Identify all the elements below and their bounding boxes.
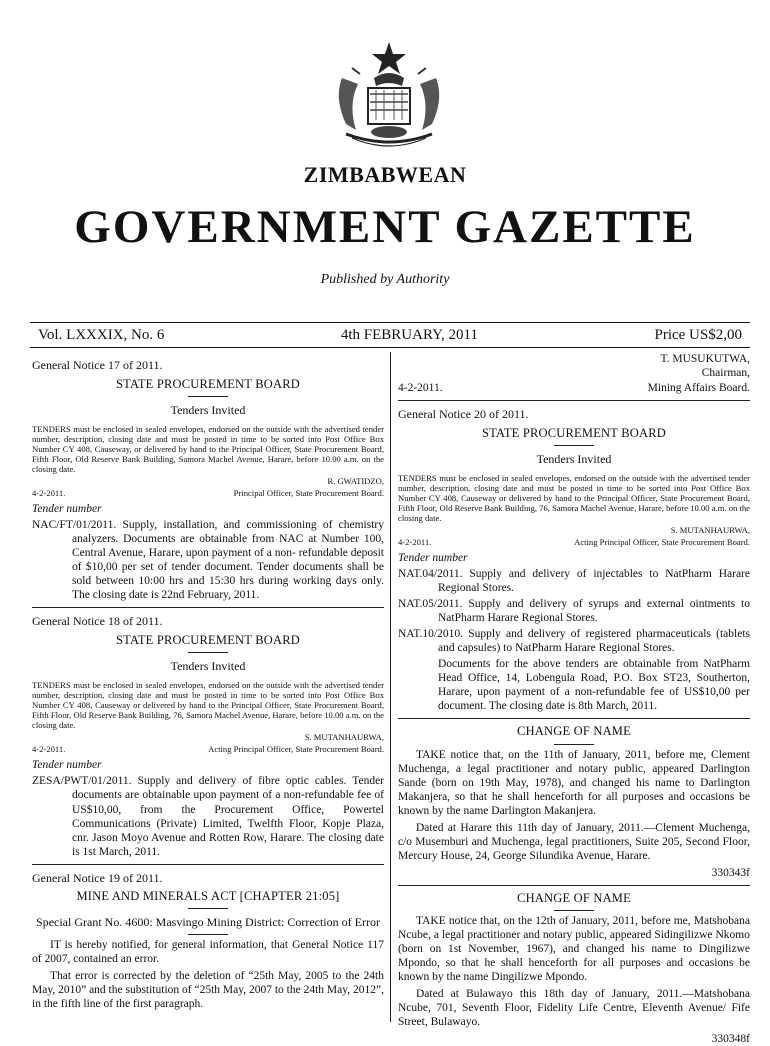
notice-19: [32, 871, 384, 1012]
reference-code: 330343f: [711, 866, 750, 879]
divider: [554, 445, 594, 446]
divider: [554, 744, 594, 745]
signature-line: [32, 744, 384, 754]
notice-heading: CHANGE OF NAME: [517, 890, 631, 905]
notice-17: [32, 358, 384, 602]
tender-documents-info: Documents for the above tenders are obtainable from NatPharm Head Office, 14, Lobengula Road, P.O. Box ST23, Southerton, Harare, upon payment of a non-refundable fee of US$10,00 per document. The closing date is 8th March, 2011.: [438, 658, 750, 713]
divider: [398, 400, 750, 401]
tender-item: NAC/FT/01/2011. Supply, installation, and commissioning of chemistry analyzers. Documents are obtainable from NAC at Number 100, Central Avenue, Harare, upon payment of a non- refundable deposit of $10,00 per set of tender document. Tender documents shall be sold between 10:00 hrs and 15:30 hrs during working days only. The closing date is 22nd February, 2011.: [32, 519, 384, 602]
left-column: [32, 352, 384, 1014]
tender-number-label: Tender number: [32, 759, 102, 772]
column-divider: [390, 352, 391, 1022]
authority-line: Published by Authority: [320, 272, 450, 287]
tender-instructions: TENDERS must be enclosed in sealed envelopes, endorsed on the outside with the advertised tender number, description, closing date and must be posted in time to be sorted into Post Office Box Number CY 408, Causeway or delivered by hand to the Principal Officer, State Procurement Board, Fifth Floor, Old Reserve Bank Building, 76, Samora Machel Avenue, Harare, before 10.00 a.m. on the closing date.: [398, 472, 750, 524]
divider: [398, 718, 750, 719]
notice-subheading: Tenders Invited: [536, 451, 612, 466]
board-name: Mining Affairs Board.: [647, 382, 750, 395]
signatory: T. MUSUKUTWA,: [660, 353, 750, 365]
notice-paragraph: TAKE notice that, on the 11th of January, 2011, before me, Clement Muchenga, a legal practitioner and notary public, appeared Darlington Sande (born on 19th May, 1978), and changed his name to Darlington Makanjera, so that he shall henceforth for all purposes and occasions be known by the name Darlington Makanjera.: [398, 748, 750, 817]
notice-subheading: Tenders Invited: [170, 659, 246, 674]
notice-heading: CHANGE OF NAME: [517, 724, 631, 739]
notice-number: General Notice 18 of 2011.: [32, 614, 163, 629]
notice-subheading: Special Grant No. 4600: Masvingo Mining District: Correction of Error: [36, 915, 380, 930]
notice-date: 4-2-2011.: [398, 536, 432, 547]
notice-number: General Notice 20 of 2011.: [398, 407, 529, 422]
tender-item: NAT.04/2011. Supply and delivery of injectables to NatPharm Harare Regional Stores.: [398, 568, 750, 595]
notice-heading: STATE PROCUREMENT BOARD: [116, 632, 300, 647]
country-name: ZIMBABWEAN: [303, 162, 467, 187]
tender-item: NAT.05/2011. Supply and delivery of syrups and external ointments to NatPharm Harare Regional Stores.: [398, 598, 750, 625]
tender-instructions: TENDERS must be enclosed in sealed envelopes, endorsed on the outside with the advertised tender number, description, closing date and must be posted in time to be sorted into Post Office Box Number CY 408, Causeway or delivered by hand to the Principal Officer, State Procurement Board, Fifth Floor, Old Reserve Bank Building, 76, Samora Machel Avenue, Harare, before 10.00 a.m. on the closing date.: [32, 679, 384, 731]
notice-heading: STATE PROCUREMENT BOARD: [116, 376, 300, 391]
issue-price: Price US$2,00: [654, 326, 742, 343]
tender-instructions: TENDERS must be enclosed in sealed envelopes, endorsed on the outside with the advertised tender number, description, closing date and must be posted in time to be sorted into Post Office Box Number CY 408, Causeway, or delivered by hand to the Principal Officer, State Procurement Board, Fifth Floor, Old Reserve Bank Building, Samora Machel Avenue, Harare, before 10.00 a.m. on the closing date.: [32, 423, 384, 475]
notice-date: 4-2-2011.: [32, 487, 66, 498]
signatory: R. GWATIDZO,: [327, 476, 384, 487]
notice-subheading: Tenders Invited: [170, 402, 246, 417]
signature-line: [32, 488, 384, 498]
signatory-position: Principal Officer, State Procurement Board.: [233, 487, 384, 498]
right-column: [398, 352, 750, 1046]
volume-number: Vol. LXXXIX, No. 6: [38, 326, 165, 343]
notice-paragraph: IT is hereby notified, for general information, that General Notice 117 of 2007, contained an error.: [32, 939, 384, 966]
divider: [188, 908, 228, 909]
divider: [398, 885, 750, 886]
notice-heading: MINE AND MINERALS ACT [CHAPTER 21:05]: [76, 889, 340, 904]
notice-20: [398, 407, 750, 713]
divider: [188, 652, 228, 653]
issue-bar: [30, 322, 750, 348]
reference-code: 330348f: [711, 1033, 750, 1046]
change-of-name-1: [398, 724, 750, 879]
divider: [188, 934, 228, 935]
signatory-position: Acting Principal Officer, State Procurement Board.: [574, 536, 750, 547]
notice-date: 4-2-2011.: [32, 743, 66, 754]
notice-paragraph: Dated at Bulawayo this 18th day of January, 2011.—Matshobana Ncube, 701, Seventh Floor, Fidelity Life Centre, Eleventh Avenue/ Fife Street, Bulawayo.: [398, 988, 750, 1029]
signatory: S. MUTANHAURWA,: [304, 732, 384, 743]
tender-number-label: Tender number: [398, 552, 468, 565]
notice-number: General Notice 19 of 2011.: [32, 870, 163, 885]
signatory-role: Chairman,: [701, 367, 750, 380]
divider: [32, 607, 384, 608]
signatory: S. MUTANHAURWA,: [670, 525, 750, 536]
notice-heading: STATE PROCUREMENT BOARD: [482, 425, 666, 440]
coat-of-arms-icon: [324, 38, 454, 158]
notice-date: 4-2-2011.: [398, 382, 443, 395]
notice-paragraph: That error is corrected by the deletion of “25th May, 2005 to the 24th May, 2010” and the substitution of “25th May, 2007 to the 24th May, 2012”, in the fifth line of the first paragraph.: [32, 970, 384, 1011]
divider: [188, 396, 228, 397]
signatory-position: Acting Principal Officer, State Procurement Board.: [208, 743, 384, 754]
notice-19-signature: [398, 352, 750, 395]
gazette-title: GOVERNMENT GAZETTE: [74, 201, 696, 253]
tender-item: NAT.10/2010. Supply and delivery of registered pharmaceuticals (tablets and capsules) to NatPharm Harare Regional Stores.: [398, 628, 750, 655]
divider: [554, 910, 594, 911]
tender-item: ZESA/PWT/01/2011. Supply and delivery of fibre optic cables. Tender documents are obtainable upon payment of a non-refundable fee of US$10,00, from the Procurement Office, Powertel Communications (Private) Limited, Twelfth Floor, Kopje Plaza, cnr. Jason Moyo Avenue and Rotten Row, Harare. The closing date is 1st March, 2011.: [32, 775, 384, 858]
notice-paragraph: TAKE notice that, on the 12th of January, 2011, before me, Matshobana Ncube, a legal practitioner and notary public, appeared Sidingilizwe Nkomo (born on 1st November, 1967), and changed his name to Dingilizwe Mpondo, so that he shall henceforth for all purposes and occasions be known by the name Dingilizwe Mpondo.: [398, 915, 750, 984]
change-of-name-2: [398, 891, 750, 1046]
notice-number: General Notice 17 of 2011.: [32, 358, 163, 372]
notice-18: [32, 614, 384, 858]
issue-date: 4th FEBRUARY, 2011: [340, 326, 478, 343]
divider: [32, 864, 384, 865]
notice-paragraph: Dated at Harare this 11th day of January, 2011.—Clement Muchenga, c/o Musemburi and Muchenga, legal practitioners, Suite 205, Second Floor, Mercury House, 24, George Silundika Avenue, Harare.: [398, 821, 750, 862]
signature-line: [398, 537, 750, 547]
signature-line: [398, 381, 750, 395]
tender-number-label: Tender number: [32, 503, 102, 516]
